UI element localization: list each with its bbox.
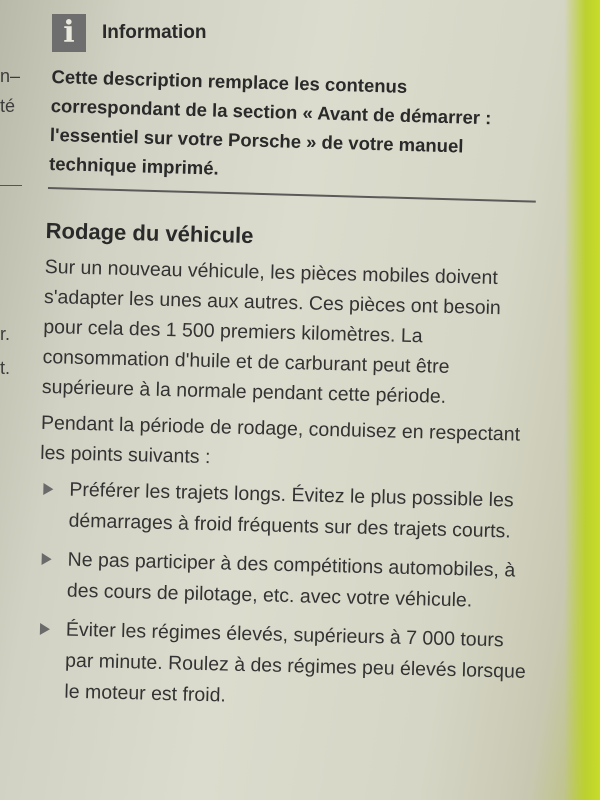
triangle-bullet-icon: [42, 553, 52, 565]
section-paragraph: Pendant la période de rodage, conduisez en respectant les points suivants :: [39, 411, 521, 469]
triangle-bullet-icon: [40, 623, 50, 635]
info-icon: i: [52, 14, 86, 52]
section-heading: Rodage du véhicule: [45, 218, 254, 249]
bullet-list: [34, 474, 540, 719]
triangle-bullet-icon: [43, 483, 53, 495]
info-text: Cette description remplace les contenus correspondant de la section « Avant de démarrer : l'essentiel sur votre Porsche » de votre manuel technique imprimé.: [48, 65, 492, 179]
margin-fragment: n–: [0, 66, 21, 86]
info-title: Information: [102, 22, 207, 43]
margin-fragment: té: [0, 96, 16, 116]
divider-left: [0, 185, 22, 186]
page-edge-decoration: [564, 0, 600, 800]
list-item-text: Ne pas participer à des compétitions automobiles, à des cours de pilotage, etc. avec votre véhicule.: [66, 548, 516, 612]
margin-fragment: t.: [0, 358, 11, 378]
list-item: [38, 474, 539, 548]
break-in-section: [34, 218, 546, 727]
list-item: [34, 614, 536, 719]
section-paragraph: Sur un nouveau véhicule, les pièces mobiles doivent s'adapter les unes aux autres. Ces pièces ont besoin pour cela des 1 500 premiers kilomètres. La consommation d'huile et de carburant peut être supérieure à la normale pendant cette période.: [41, 255, 502, 408]
list-item: [37, 544, 538, 618]
info-header: [52, 14, 207, 52]
list-item-text: Éviter les régimes élevés, supérieurs à 7 000 tours par minute. Roulez à des régimes peu élevés lorsque le moteur est froid.: [64, 618, 526, 707]
margin-fragment: r.: [0, 324, 11, 344]
list-item-text: Préférer les trajets longs. Évitez le plus possible les démarrages à froid fréquents sur des trajets courts.: [68, 478, 514, 543]
